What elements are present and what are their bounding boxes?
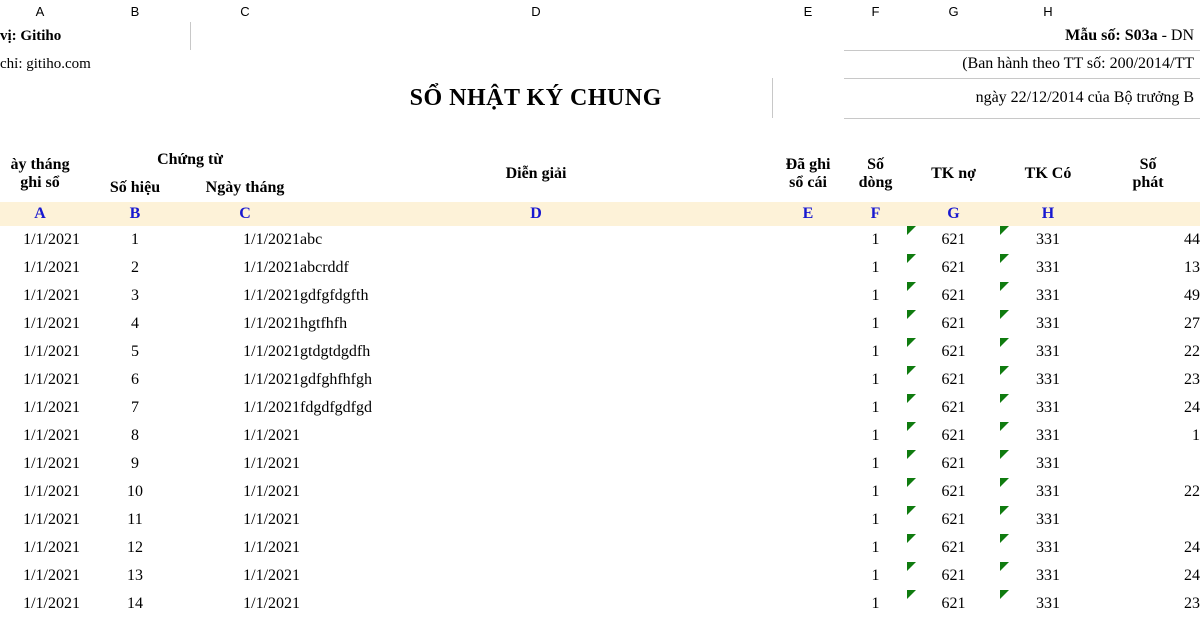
th-credit-account[interactable]: TK Có <box>1000 146 1096 202</box>
th-line-no[interactable] <box>844 146 907 202</box>
cell-credit-account[interactable]: 331 <box>1000 562 1096 590</box>
form-issue-line[interactable]: (Ban hành theo TT số: 200/2014/TT <box>844 50 1200 78</box>
column-header-d[interactable]: D <box>300 0 772 22</box>
cell-credit-account[interactable]: 331 <box>1000 254 1096 282</box>
cell-voucher-number[interactable]: 2 <box>131 259 139 276</box>
cell-voucher-number[interactable]: 11 <box>127 511 143 528</box>
cell-voucher-date[interactable]: 1/1/2021 <box>243 287 301 304</box>
cell-description[interactable] <box>300 534 772 562</box>
letter-f[interactable]: F <box>844 202 907 226</box>
table-row[interactable] <box>0 478 1200 506</box>
cell-description[interactable] <box>300 422 772 450</box>
letter-e[interactable]: E <box>772 202 844 226</box>
column-header-g[interactable]: G <box>907 0 1000 22</box>
table-row[interactable] <box>0 590 1200 618</box>
cell-credit-account[interactable]: 331 <box>1000 590 1096 618</box>
th-voucher-number[interactable]: Số hiệu <box>80 174 190 202</box>
cell-voucher-date[interactable]: 1/1/2021 <box>243 483 301 500</box>
cell-voucher-date[interactable]: 1/1/2021 <box>243 343 301 360</box>
cell-voucher-date[interactable]: 1/1/2021 <box>243 595 301 612</box>
table-row[interactable] <box>0 366 1200 394</box>
th-amount-l1: Số <box>1139 156 1157 173</box>
column-header-c[interactable]: C <box>190 0 300 22</box>
cell-voucher-date[interactable]: 1/1/2021 <box>243 315 301 332</box>
form-number[interactable] <box>844 22 1200 50</box>
cell-line-no[interactable]: 1 <box>871 371 880 388</box>
cell-c2[interactable] <box>190 50 300 78</box>
letter-c[interactable]: C <box>190 202 300 226</box>
cell-amount[interactable]: 49 <box>1184 287 1200 304</box>
cell-d1[interactable] <box>300 22 772 50</box>
th-posted-l1: Đã ghi <box>785 156 831 173</box>
th-posted-l2: sổ cái <box>789 174 827 191</box>
cell-amount[interactable]: 27 <box>1184 315 1200 332</box>
form-number-suffix: - DN <box>1161 26 1195 44</box>
cell-amount[interactable]: 23 <box>1184 371 1200 388</box>
cell-posted[interactable] <box>772 450 844 478</box>
cell-date-record[interactable]: 1/1/2021 <box>23 511 80 528</box>
cell-posted[interactable] <box>772 310 844 338</box>
cell-description[interactable]: gtdgtdgdfh <box>300 343 371 360</box>
table-row[interactable] <box>0 422 1200 450</box>
cell-date-record[interactable]: 1/1/2021 <box>23 287 80 304</box>
cell-c3[interactable] <box>190 78 300 118</box>
cell-debit-account[interactable]: 621 <box>907 506 1000 534</box>
cell-posted[interactable] <box>772 422 844 450</box>
cell-line-no[interactable]: 1 <box>871 343 880 360</box>
cell-voucher-number[interactable]: 6 <box>131 371 139 388</box>
cell-d2[interactable] <box>300 50 772 78</box>
cell-posted[interactable] <box>772 282 844 310</box>
cell-b4[interactable] <box>80 118 190 146</box>
cell-credit-account[interactable]: 331 <box>1000 310 1096 338</box>
cell-credit-account[interactable]: 331 <box>1000 450 1096 478</box>
cell-date-record[interactable]: 1/1/2021 <box>23 455 80 472</box>
cell-amount[interactable]: 24 <box>1184 399 1200 416</box>
cell-a4[interactable] <box>0 118 80 146</box>
th-debit-account[interactable]: TK nợ <box>907 146 1000 202</box>
table-row[interactable] <box>0 450 1200 478</box>
cell-date-record[interactable]: 1/1/2021 <box>23 371 80 388</box>
cell-credit-account[interactable]: 331 <box>1000 366 1096 394</box>
cell-credit-account[interactable]: 331 <box>1000 394 1096 422</box>
company-unit[interactable]: vị: Gitiho <box>0 22 190 50</box>
cell-date-record[interactable]: 1/1/2021 <box>23 567 80 584</box>
th-description[interactable]: Diễn giải <box>300 146 772 202</box>
th-date-record[interactable] <box>0 146 80 202</box>
th-voucher-group[interactable]: Chứng từ <box>80 146 300 174</box>
cell-debit-account[interactable]: 621 <box>907 226 1000 254</box>
cell-voucher-number[interactable]: 8 <box>131 427 139 444</box>
cell-i4[interactable] <box>1096 118 1200 146</box>
cell-line-no[interactable]: 1 <box>871 259 880 276</box>
cell-voucher-date[interactable]: 1/1/2021 <box>243 427 301 444</box>
cell-debit-account[interactable]: 621 <box>907 450 1000 478</box>
th-date-record-l2: ghi sổ <box>20 174 60 191</box>
table-row[interactable] <box>0 534 1200 562</box>
cell-line-no[interactable]: 1 <box>871 511 880 528</box>
cell-credit-account[interactable]: 331 <box>1000 506 1096 534</box>
cell-amount[interactable] <box>1096 450 1200 478</box>
cell-date-record[interactable]: 1/1/2021 <box>23 259 80 276</box>
cell-e1[interactable] <box>772 22 844 50</box>
cell-c1[interactable] <box>190 22 300 50</box>
cell-posted[interactable] <box>772 394 844 422</box>
letter-a[interactable]: A <box>0 202 80 226</box>
cell-voucher-date[interactable]: 1/1/2021 <box>243 259 301 276</box>
cell-credit-account[interactable]: 331 <box>1000 534 1096 562</box>
cell-line-no[interactable]: 1 <box>871 567 880 584</box>
cell-voucher-date[interactable]: 1/1/2021 <box>243 371 301 388</box>
cell-credit-account[interactable]: 331 <box>1000 226 1096 254</box>
cell-voucher-date[interactable]: 1/1/2021 <box>243 455 301 472</box>
cell-voucher-number[interactable]: 10 <box>127 483 143 500</box>
cell-g4[interactable] <box>907 118 1000 146</box>
cell-voucher-number[interactable]: 3 <box>131 287 139 304</box>
cell-voucher-date[interactable]: 1/1/2021 <box>243 511 301 528</box>
cell-debit-account[interactable]: 621 <box>907 422 1000 450</box>
cell-description[interactable] <box>300 478 772 506</box>
column-header-a[interactable]: A <box>0 0 80 22</box>
cell-line-no[interactable]: 1 <box>871 595 880 612</box>
cell-voucher-number[interactable]: 9 <box>131 455 139 472</box>
company-address[interactable]: chỉ: gitiho.com <box>0 55 91 72</box>
cell-d4[interactable] <box>300 118 772 146</box>
column-header-i[interactable] <box>1096 0 1200 22</box>
cell-amount[interactable]: 13 <box>1184 259 1200 276</box>
cell-credit-account[interactable]: 331 <box>1000 422 1096 450</box>
cell-debit-account[interactable]: 621 <box>907 310 1000 338</box>
cell-line-no[interactable]: 1 <box>871 539 880 556</box>
cell-date-record[interactable]: 1/1/2021 <box>23 595 80 612</box>
letter-g[interactable]: G <box>907 202 1000 226</box>
cell-e4[interactable] <box>772 118 844 146</box>
ledger-rows[interactable] <box>0 226 1200 618</box>
cell-voucher-date[interactable]: 1/1/2021 <box>243 399 301 416</box>
cell-posted[interactable] <box>772 534 844 562</box>
cell-description[interactable] <box>300 450 772 478</box>
cell-description[interactable]: gdfgfdgfth <box>300 287 369 304</box>
page-title[interactable]: SỔ NHẬT KÝ CHUNG <box>300 78 772 118</box>
cell-credit-account[interactable]: 331 <box>1000 282 1096 310</box>
cell-description[interactable]: gdfghfhfgh <box>300 371 372 388</box>
cell-date-record[interactable]: 1/1/2021 <box>23 399 80 416</box>
cell-voucher-number[interactable]: 1 <box>131 231 139 248</box>
cell-amount[interactable]: 44 <box>1184 231 1200 248</box>
cell-c4[interactable] <box>190 118 300 146</box>
document-info-block <box>0 22 1200 146</box>
cell-description[interactable] <box>300 506 772 534</box>
column-header-h[interactable]: H <box>1000 0 1096 22</box>
cell-debit-account[interactable]: 621 <box>907 394 1000 422</box>
th-posted[interactable] <box>772 146 844 202</box>
column-header-b[interactable]: B <box>80 0 190 22</box>
cell-line-no[interactable]: 1 <box>871 231 880 248</box>
cell-line-no[interactable]: 1 <box>871 455 880 472</box>
cell-line-no[interactable]: 1 <box>871 483 880 500</box>
th-amount[interactable] <box>1096 146 1200 202</box>
table-row[interactable] <box>0 226 1200 254</box>
letter-h[interactable]: H <box>1000 202 1096 226</box>
table-row[interactable] <box>0 562 1200 590</box>
cell-amount[interactable]: 24 <box>1184 539 1200 556</box>
cell-debit-account[interactable]: 621 <box>907 366 1000 394</box>
cell-credit-account[interactable]: 331 <box>1000 478 1096 506</box>
cell-debit-account[interactable]: 621 <box>907 254 1000 282</box>
column-header-e[interactable]: E <box>772 0 844 22</box>
cell-debit-account[interactable]: 621 <box>907 478 1000 506</box>
cell-debit-account[interactable]: 621 <box>907 534 1000 562</box>
cell-voucher-number[interactable]: 7 <box>131 399 139 416</box>
cell-voucher-date[interactable]: 1/1/2021 <box>243 567 301 584</box>
cell-voucher-number[interactable]: 5 <box>131 343 139 360</box>
letter-b[interactable]: B <box>80 202 190 226</box>
cell-line-no[interactable]: 1 <box>871 427 880 444</box>
table-row[interactable] <box>0 394 1200 422</box>
cell-credit-account[interactable]: 331 <box>1000 338 1096 366</box>
cell-debit-account[interactable]: 621 <box>907 338 1000 366</box>
cell-line-no[interactable]: 1 <box>871 399 880 416</box>
cell-line-no[interactable]: 1 <box>871 287 880 304</box>
letter-i[interactable] <box>1096 202 1200 226</box>
cell-description[interactable]: abc <box>300 231 323 248</box>
cell-debit-account[interactable]: 621 <box>907 282 1000 310</box>
cell-voucher-number[interactable]: 12 <box>127 539 143 556</box>
cell-amount[interactable]: 23 <box>1184 595 1200 612</box>
cell-voucher-date[interactable]: 1/1/2021 <box>243 539 301 556</box>
cell-posted[interactable] <box>772 478 844 506</box>
cell-h4[interactable] <box>1000 118 1096 146</box>
form-decision-line[interactable]: ngày 22/12/2014 của Bộ trưởng B <box>844 78 1200 118</box>
table-row[interactable] <box>0 254 1200 282</box>
cell-posted[interactable] <box>772 366 844 394</box>
th-line-no-l2: dòng <box>858 174 893 191</box>
cell-posted[interactable] <box>772 338 844 366</box>
cell-date-record[interactable]: 1/1/2021 <box>23 315 80 332</box>
cell-debit-account[interactable]: 621 <box>907 590 1000 618</box>
cell-description[interactable] <box>300 590 772 618</box>
cell-description[interactable]: abcrddf <box>300 259 349 276</box>
th-line-no-l1: Số <box>867 156 884 173</box>
cell-b3[interactable] <box>80 78 190 118</box>
table-row[interactable] <box>0 338 1200 366</box>
cell-date-record[interactable]: 1/1/2021 <box>23 343 80 360</box>
cell-date-record[interactable]: 1/1/2021 <box>23 539 80 556</box>
table-row[interactable] <box>0 506 1200 534</box>
letter-d[interactable]: D <box>300 202 772 226</box>
cell-a3[interactable] <box>0 78 80 118</box>
cell-f4[interactable] <box>844 118 907 146</box>
cell-debit-account[interactable]: 621 <box>907 562 1000 590</box>
cell-amount[interactable]: 22 <box>1184 483 1200 500</box>
cell-amount[interactable]: 1 <box>1192 427 1200 444</box>
cell-description[interactable]: fdgdfgdfgd <box>300 399 372 416</box>
column-header-f[interactable]: F <box>844 0 907 22</box>
cell-posted[interactable] <box>772 590 844 618</box>
cell-description[interactable] <box>300 562 772 590</box>
cell-date-record[interactable]: 1/1/2021 <box>23 231 80 248</box>
letter-row <box>0 202 1200 226</box>
table-row[interactable] <box>0 282 1200 310</box>
cell-e2[interactable] <box>772 50 844 78</box>
cell-voucher-number[interactable]: 13 <box>127 567 143 584</box>
th-date-record-l1: ày tháng <box>10 156 70 173</box>
ledger-table[interactable] <box>0 146 1200 618</box>
form-number-prefix: Mẫu số: S03a <box>1065 26 1158 44</box>
cell-voucher-number[interactable]: 4 <box>131 315 139 332</box>
cell-amount[interactable]: 22 <box>1184 343 1200 360</box>
cell-voucher-date[interactable]: 1/1/2021 <box>243 231 301 248</box>
cell-description[interactable]: hgtfhfh <box>300 315 348 332</box>
cell-amount[interactable]: 24 <box>1184 567 1200 584</box>
cell-line-no[interactable]: 1 <box>871 315 880 332</box>
cell-voucher-number[interactable]: 14 <box>127 595 143 612</box>
cell-posted[interactable] <box>772 562 844 590</box>
cell-posted[interactable] <box>772 254 844 282</box>
th-voucher-date[interactable]: Ngày tháng <box>190 174 300 202</box>
cell-date-record[interactable]: 1/1/2021 <box>23 483 80 500</box>
th-amount-l2: phát <box>1132 174 1164 191</box>
cell-posted[interactable] <box>772 226 844 254</box>
cell-posted[interactable] <box>772 506 844 534</box>
column-header-strip <box>0 0 1200 22</box>
cell-date-record[interactable]: 1/1/2021 <box>23 427 80 444</box>
cell-amount[interactable] <box>1096 506 1200 534</box>
table-row[interactable] <box>0 310 1200 338</box>
cell-e3[interactable] <box>772 78 844 118</box>
